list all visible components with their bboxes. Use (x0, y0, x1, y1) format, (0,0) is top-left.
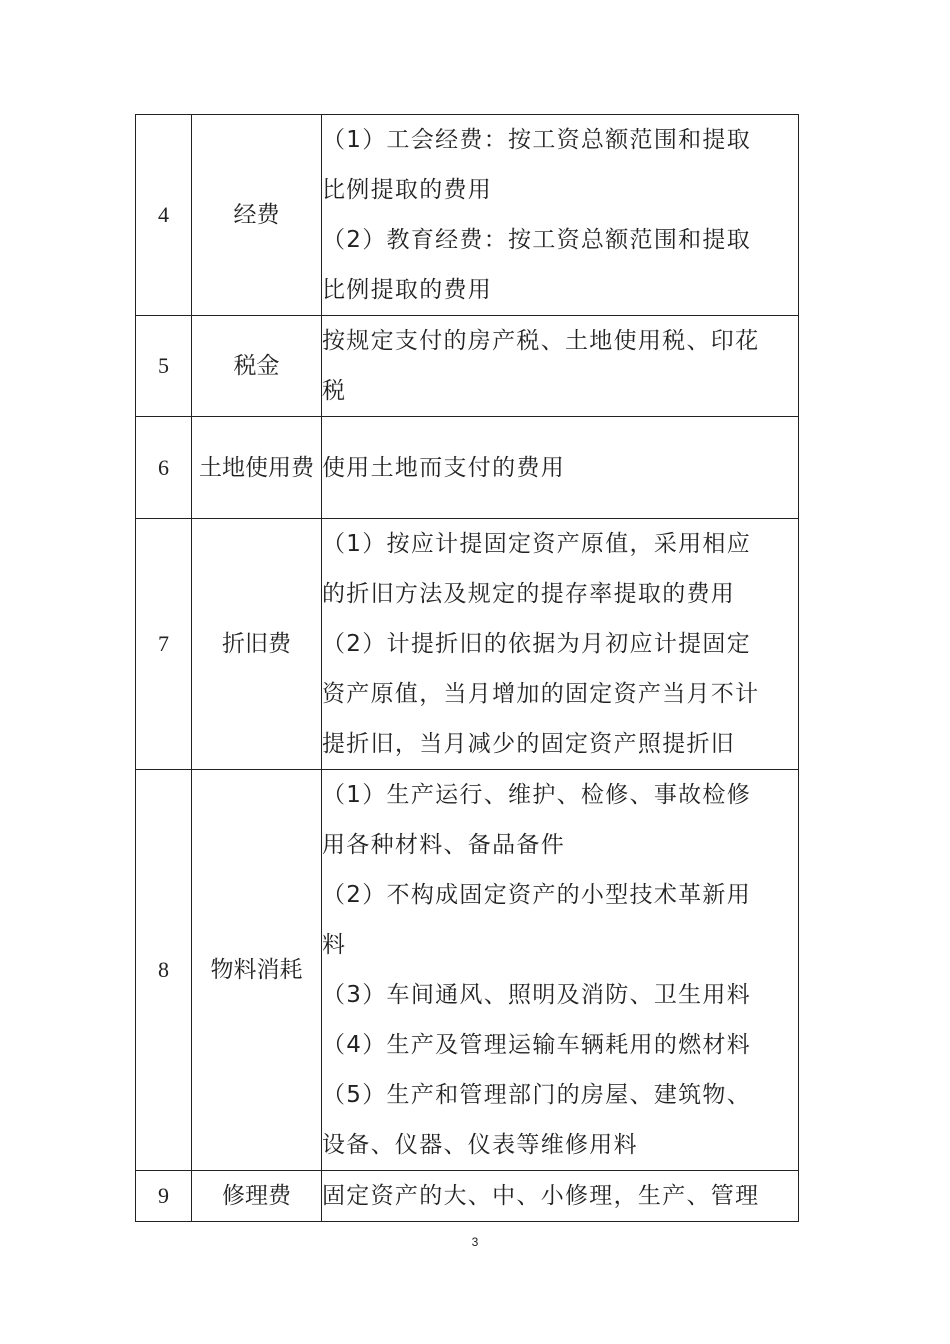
item-name: 税金 (192, 316, 322, 417)
row-number: 4 (136, 115, 192, 316)
item-description (322, 519, 799, 770)
item-description (322, 316, 799, 417)
description-line: 用各种材料、备品备件 (322, 832, 565, 858)
row-number: 9 (136, 1171, 192, 1222)
item-description (322, 770, 799, 1171)
row-number: 5 (136, 316, 192, 417)
description-line: 固定资产的大、中、小修理，生产、管理 (322, 1183, 760, 1209)
description-line: 使用土地而支付的费用 (322, 454, 565, 481)
row-number: 6 (136, 417, 192, 519)
description-line: （2）教育经费：按工资总额范围和提取 (322, 227, 752, 253)
page-number: 3 (471, 1235, 479, 1249)
description-line: （1）按应计提固定资产原值，采用相应 (322, 531, 752, 557)
description-line: 的折旧方法及规定的提存率提取的费用 (322, 581, 736, 607)
description-line: 税 (322, 378, 347, 404)
description-line: （2）不构成固定资产的小型技术革新用 (322, 882, 752, 908)
item-description (322, 417, 799, 519)
item-description (322, 115, 799, 316)
table-row (136, 1171, 799, 1222)
item-name: 土地使用费 (192, 417, 322, 519)
description-line: （2）计提折旧的依据为月初应计提固定 (322, 631, 752, 657)
table-row (136, 316, 799, 417)
table-row (136, 417, 799, 519)
description-line: 提折旧，当月减少的固定资产照提折旧 (322, 731, 736, 757)
description-line: 设备、仪器、仪表等维修用料 (322, 1132, 638, 1158)
item-description (322, 1171, 799, 1222)
description-line: 资产原值，当月增加的固定资产当月不计 (322, 681, 760, 707)
description-line: 比例提取的费用 (322, 177, 493, 203)
row-number: 8 (136, 770, 192, 1171)
description-line: （4）生产及管理运输车辆耗用的燃材料 (322, 1032, 752, 1058)
description-line: （1）生产运行、维护、检修、事故检修 (322, 782, 752, 808)
item-name: 修理费 (192, 1171, 322, 1222)
table-body (136, 115, 799, 1222)
item-name: 物料消耗 (192, 770, 322, 1171)
table-row (136, 770, 799, 1171)
table-row (136, 115, 799, 316)
item-name: 经费 (192, 115, 322, 316)
description-line: （5）生产和管理部门的房屋、建筑物、 (322, 1082, 752, 1108)
description-line: 料 (322, 932, 347, 958)
row-number: 7 (136, 519, 192, 770)
description-line: （1）工会经费：按工资总额范围和提取 (322, 127, 752, 153)
item-name: 折旧费 (192, 519, 322, 770)
description-line: 比例提取的费用 (322, 277, 493, 303)
table-row (136, 519, 799, 770)
description-line: （3）车间通风、照明及消防、卫生用料 (322, 982, 752, 1008)
description-line: 按规定支付的房产税、土地使用税、印花 (322, 328, 760, 354)
cost-items-table (135, 114, 799, 1222)
